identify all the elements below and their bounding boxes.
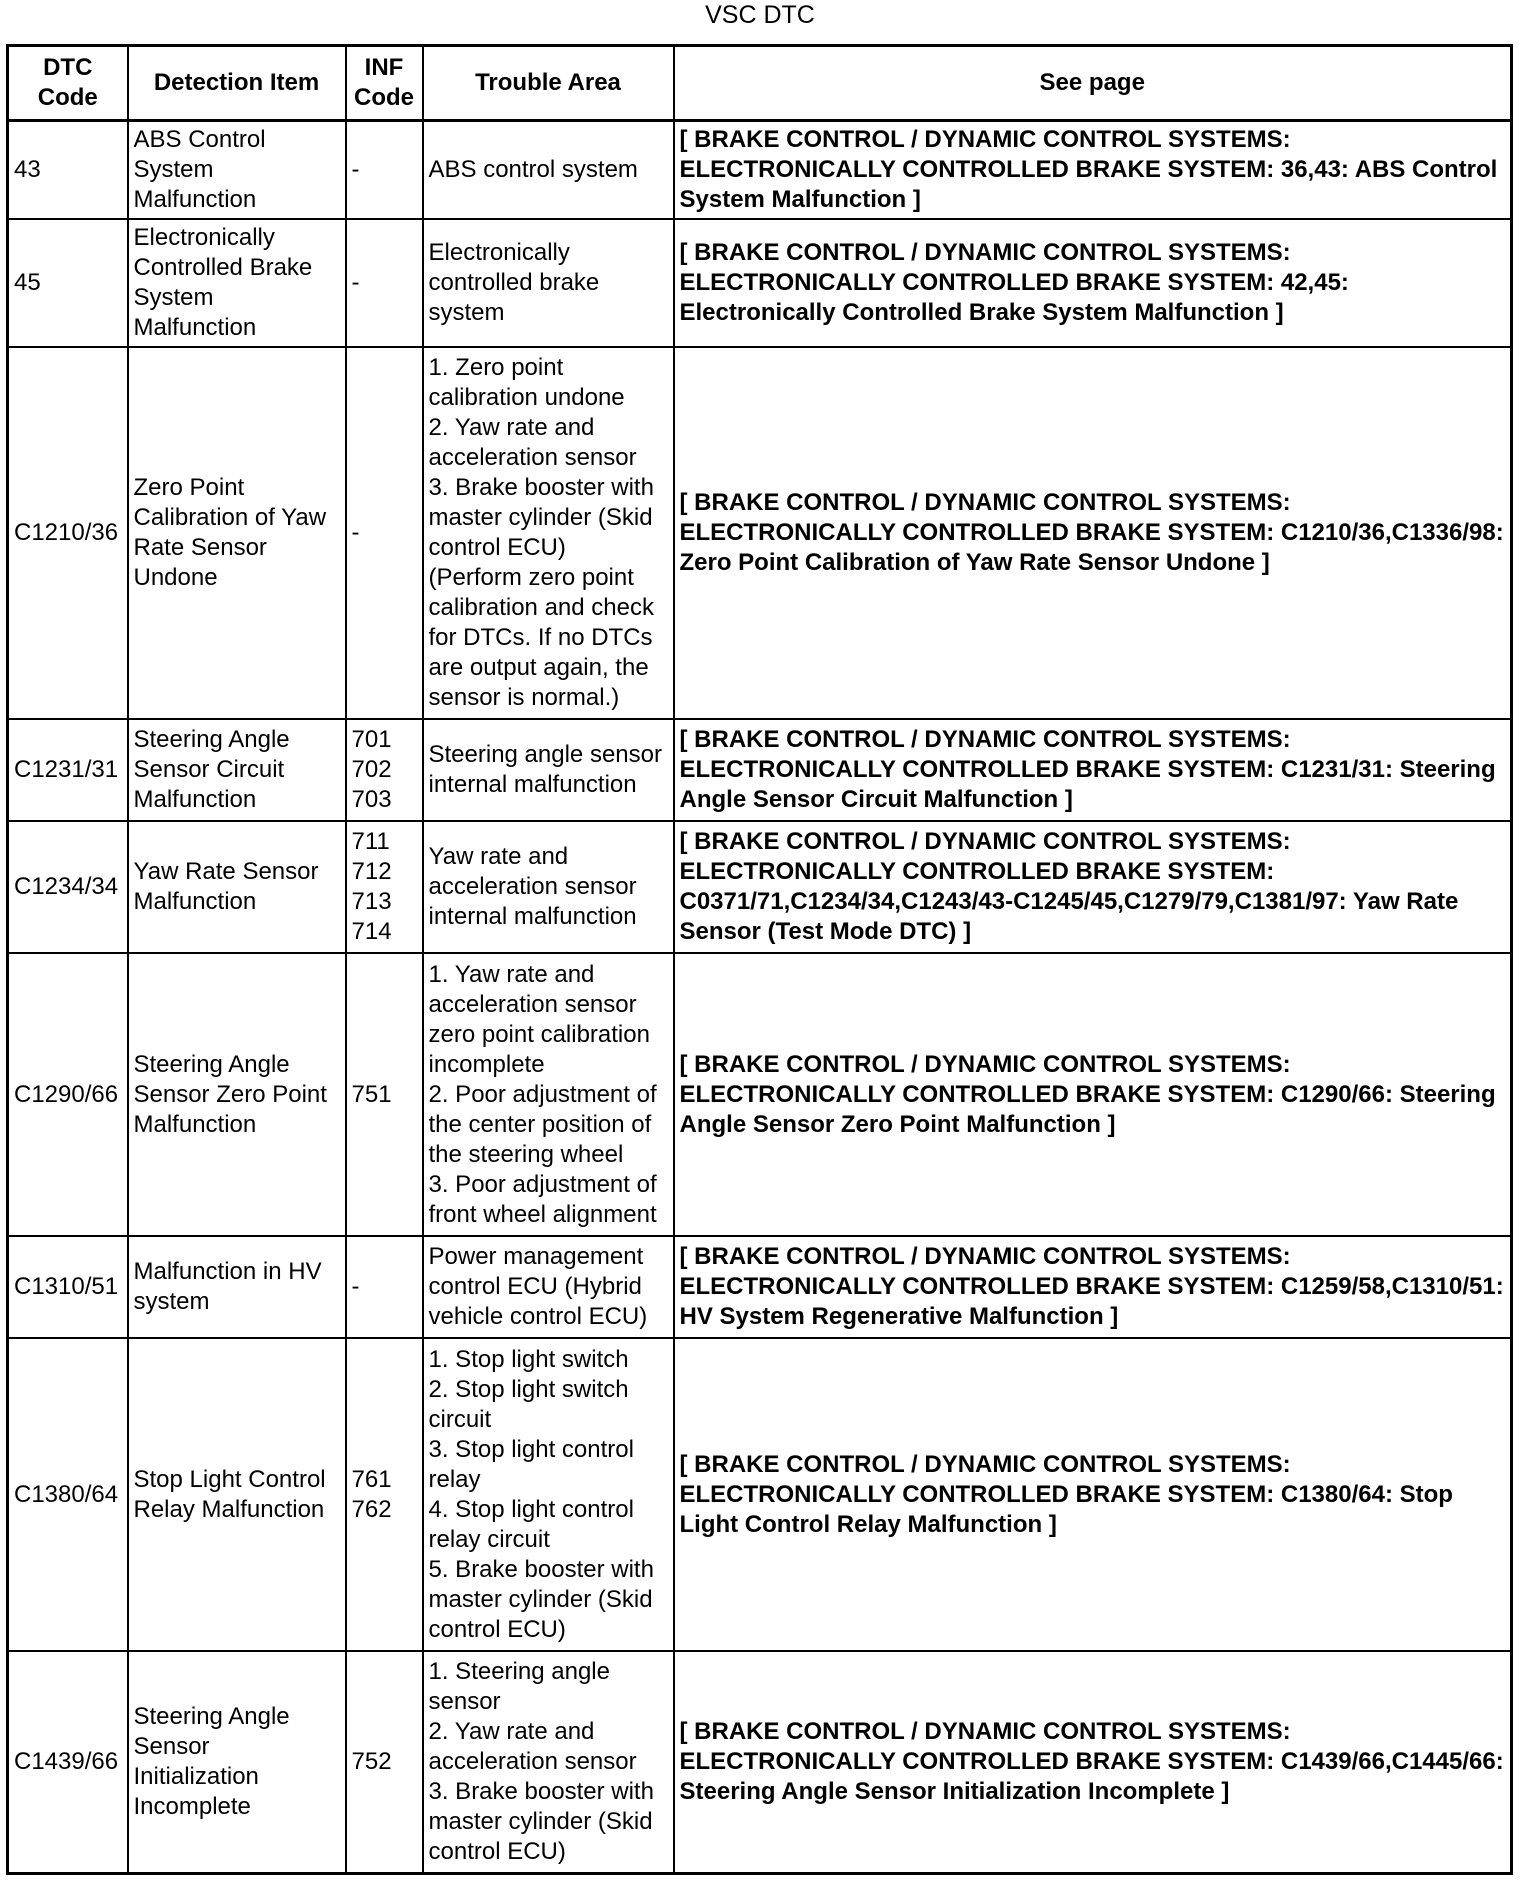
inf-code-cell: - <box>346 1236 423 1338</box>
detection-item-cell: Steering Angle Sensor Circuit Malfunction <box>128 719 346 821</box>
table-row <box>8 1651 1512 1873</box>
see-page-link[interactable]: [ BRAKE CONTROL / DYNAMIC CONTROL SYSTEMS: ELECTRONICALLY CONTROLLED BRAKE SYSTEM: C1259/58,C1310/51: HV System Regenerative Malfunction ] <box>674 1236 1512 1338</box>
see-page-link[interactable]: [ BRAKE CONTROL / DYNAMIC CONTROL SYSTEMS: ELECTRONICALLY CONTROLLED BRAKE SYSTEM: 36,43: ABS Control System Malfunction ] <box>674 121 1512 220</box>
header-dtc-code: DTC Code <box>8 46 128 121</box>
dtc-code-cell: C1290/66 <box>8 953 128 1236</box>
inf-code-cell: 751 <box>346 953 423 1236</box>
detection-item-cell: ABS Control System Malfunction <box>128 121 346 220</box>
inf-code-cell: - <box>346 347 423 719</box>
see-page-link[interactable]: [ BRAKE CONTROL / DYNAMIC CONTROL SYSTEMS: ELECTRONICALLY CONTROLLED BRAKE SYSTEM: C1380/64: Stop Light Control Relay Malfunction ] <box>674 1338 1512 1651</box>
inf-code-cell: 761 762 <box>346 1338 423 1651</box>
detection-item-cell: Malfunction in HV system <box>128 1236 346 1338</box>
inf-code-cell: 711 712 713 714 <box>346 821 423 953</box>
trouble-area-cell: 1. Stop light switch 2. Stop light switch circuit 3. Stop light control relay 4. Stop light control relay circuit 5. Brake booster with master cylinder (Skid control ECU) <box>423 1338 674 1651</box>
trouble-area-cell: Yaw rate and acceleration sensor internal malfunction <box>423 821 674 953</box>
page-title: VSC DTC <box>705 1 815 29</box>
dtc-code-cell: 43 <box>8 121 128 220</box>
trouble-area-cell: Power management control ECU (Hybrid vehicle control ECU) <box>423 1236 674 1338</box>
detection-item-cell: Stop Light Control Relay Malfunction <box>128 1338 346 1651</box>
see-page-link[interactable]: [ BRAKE CONTROL / DYNAMIC CONTROL SYSTEMS: ELECTRONICALLY CONTROLLED BRAKE SYSTEM: C1439/66,C1445/66: Steering Angle Sensor Initialization Incomplete ] <box>674 1651 1512 1873</box>
trouble-area-cell: Steering angle sensor internal malfunction <box>423 719 674 821</box>
table-row <box>8 347 1512 719</box>
see-page-link[interactable]: [ BRAKE CONTROL / DYNAMIC CONTROL SYSTEMS: ELECTRONICALLY CONTROLLED BRAKE SYSTEM: 42,45: Electronically Controlled Brake System Malfunction ] <box>674 219 1512 347</box>
dtc-code-cell: C1310/51 <box>8 1236 128 1338</box>
table-row <box>8 219 1512 347</box>
see-page-link[interactable]: [ BRAKE CONTROL / DYNAMIC CONTROL SYSTEMS: ELECTRONICALLY CONTROLLED BRAKE SYSTEM: C1210/36,C1336/98: Zero Point Calibration of Yaw Rate Sensor Undone ] <box>674 347 1512 719</box>
table-row <box>8 821 1512 953</box>
see-page-link[interactable]: [ BRAKE CONTROL / DYNAMIC CONTROL SYSTEMS: ELECTRONICALLY CONTROLLED BRAKE SYSTEM: C1290/66: Steering Angle Sensor Zero Point Malfunction ] <box>674 953 1512 1236</box>
inf-code-cell: 701 702 703 <box>346 719 423 821</box>
see-page-link[interactable]: [ BRAKE CONTROL / DYNAMIC CONTROL SYSTEMS: ELECTRONICALLY CONTROLLED BRAKE SYSTEM: C0371/71,C1234/34,C1243/43-C1245/45,C1279/79,C1381/97: Yaw Rate Sensor (Test Mode DTC) ] <box>674 821 1512 953</box>
detection-item-cell: Zero Point Calibration of Yaw Rate Sensor Undone <box>128 347 346 719</box>
detection-item-cell: Yaw Rate Sensor Malfunction <box>128 821 346 953</box>
dtc-code-cell: C1210/36 <box>8 347 128 719</box>
table-row <box>8 953 1512 1236</box>
dtc-table <box>6 44 1513 1875</box>
trouble-area-cell: 1. Zero point calibration undone 2. Yaw rate and acceleration sensor 3. Brake booster with master cylinder (Skid control ECU) (Perform zero point calibration and check for DTCs. If no DTCs are output again, the sensor is normal.) <box>423 347 674 719</box>
table-row <box>8 1236 1512 1338</box>
trouble-area-cell: 1. Steering angle sensor 2. Yaw rate and acceleration sensor 3. Brake booster with master cylinder (Skid control ECU) <box>423 1651 674 1873</box>
see-page-link[interactable]: [ BRAKE CONTROL / DYNAMIC CONTROL SYSTEMS: ELECTRONICALLY CONTROLLED BRAKE SYSTEM: C1231/31: Steering Angle Sensor Circuit Malfunction ] <box>674 719 1512 821</box>
header-trouble-area: Trouble Area <box>423 46 674 121</box>
table-row <box>8 121 1512 220</box>
table-header-row <box>8 46 1512 121</box>
detection-item-cell: Steering Angle Sensor Initialization Incomplete <box>128 1651 346 1873</box>
trouble-area-cell: Electronically controlled brake system <box>423 219 674 347</box>
dtc-code-cell: C1380/64 <box>8 1338 128 1651</box>
dtc-code-cell: C1439/66 <box>8 1651 128 1873</box>
inf-code-cell: - <box>346 121 423 220</box>
inf-code-cell: - <box>346 219 423 347</box>
header-inf-code: INF Code <box>346 46 423 121</box>
trouble-area-cell: 1. Yaw rate and acceleration sensor zero point calibration incomplete 2. Poor adjustment of the center position of the steering wheel 3. Poor adjustment of front wheel alignment <box>423 953 674 1236</box>
dtc-code-cell: C1234/34 <box>8 821 128 953</box>
table-row <box>8 719 1512 821</box>
detection-item-cell: Steering Angle Sensor Zero Point Malfunction <box>128 953 346 1236</box>
trouble-area-cell: ABS control system <box>423 121 674 220</box>
header-see-page: See page <box>674 46 1512 121</box>
inf-code-cell: 752 <box>346 1651 423 1873</box>
header-detection-item: Detection Item <box>128 46 346 121</box>
dtc-code-cell: 45 <box>8 219 128 347</box>
table-row <box>8 1338 1512 1651</box>
detection-item-cell: Electronically Controlled Brake System Malfunction <box>128 219 346 347</box>
dtc-code-cell: C1231/31 <box>8 719 128 821</box>
